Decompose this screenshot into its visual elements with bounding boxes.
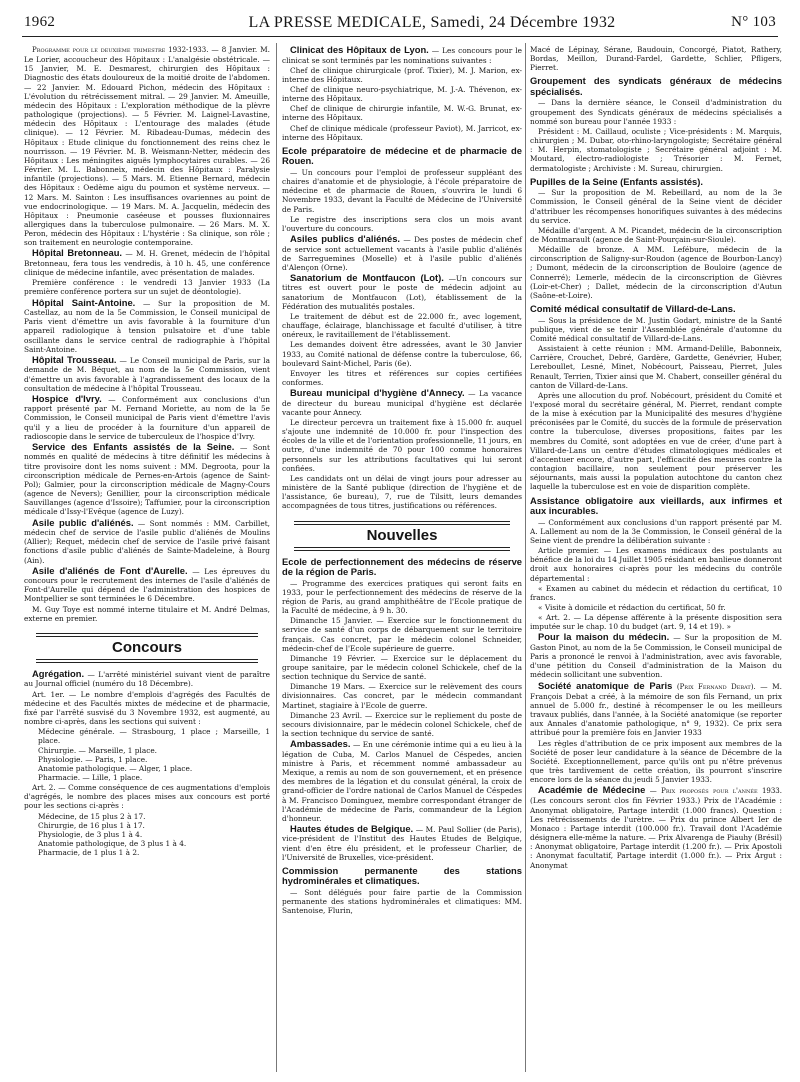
list-item: Chef de clinique médicale (professeur Paviot), M. Jarricot, ex-interne des Hôpitaux.	[282, 123, 522, 142]
article-text: — M. H. Grenet, médecin de l'hôpital Bretonneau, fera tous les vendredis, à 10 h. 45, une conférence clinique de médecine infantile, avec présentation de malades.	[24, 249, 270, 278]
article-title: Comité médical consultatif de Villard-de-Lans.	[530, 303, 736, 315]
article	[24, 669, 270, 689]
article-text: — Sont délégués pour faire partie de la Commission permanente des stations hydrominérales et climatiques: MM. Santenoise, Flurin,	[282, 887, 522, 916]
article-text: Les demandes doivent être adressées, avant le 30 Janvier 1933, au Comité national de défense contre la tuberculose, 66, boulevard Saint-Michel, Paris (6e).	[282, 340, 522, 368]
article	[282, 739, 522, 823]
article-title: Hôpital Bretonneau.	[32, 247, 123, 259]
issue-number: N° 103	[731, 14, 776, 30]
nouvelles-section-heading	[282, 521, 522, 551]
article-title: Sanatorium de Montfaucon (Lot).	[290, 271, 444, 283]
article-text: — Sous la présidence de M. Justin Godart, ministre de la Santé publique, vient de se tenir l'Assemblée générale d'automne du Comité médical consultatif de Villard-de-Lans.	[530, 315, 782, 343]
article-title: Asiles publics d'aliénés.	[290, 233, 401, 244]
article-title: Académie de Médecine	[538, 784, 646, 796]
article-text: Dimanche 19 Février. — Exercice sur le déplacement du groupe sanitaire, par le médecin colonel Schickele, chef de la section technique du Service de santé.	[282, 653, 522, 682]
list-item: Médecine, de 15 plus 2 à 17.	[38, 811, 146, 821]
program-title: Programme pour le deuxième trimestre 1932-1933.	[32, 46, 209, 54]
places-list	[38, 812, 270, 858]
article-text: — La vacance de directeur du bureau municipal d'hygiène est déclarée vacante pour Annecy.	[282, 389, 522, 417]
article-text: Le directeur percevra un traitement fixe à 15.000 fr. auquel s'ajoute une indemnité de 10.000 fr. pour l'inspection des écoles de la ville et de l'orientation professionnelle, 11 jours, en outre, d'une indemnité de 70 pour 100 comme honoraires personnels sur les attributions facultatives qui lui seront confiées.	[282, 418, 522, 473]
article-text: — Sur la proposition de M. Gaston Pinot, au nom de la 5e Commission, le Conseil municipal de Paris a prononcé le renvoi à l'administration, avec avis favorable, d'une pétition du Conseil d'administration de la Maison du médecin sollicitant une subvention.	[530, 633, 782, 680]
article-text: Après une allocution du prof. Nobécourt, président du Comité et l'exposé moral du secrétaire général, M. Pierret, rendant compte de la mise à exécution par la Municipalité des mesures d'hygiène préconisées par le Comité, du succès de la formule de préservation contre la tuberculose, diverses propositions, faites par les membres du Comité, sont adoptées en vue de créer, d'une part à Villard-de-Lans un centre d'études climatologiques médicales et d'accentuer encore, d'autre part, l'efficacité des mesures contre la contagion bacillaire, non seulement pour préserver les séjournants, mais aussi la population autochtone du canton chez laquelle la tuberculose est en voie de disparition complète.	[530, 390, 782, 492]
article-text: Première conférence : le vendredi 13 Janvier 1933 (La première conférence portera sur un sujet de déontologie).	[24, 278, 270, 297]
article-text: Dimanche 23 Avril. — Exercice sur le repliement du poste de secours divisionnaire, par le médecin colonel Schickele, chef de la section technique du service de santé.	[282, 710, 522, 739]
list-item: Anatomie pathologique. — Alger, 1 place.	[38, 763, 193, 773]
article-text: — Les épreuves du concours pour le recrutement des internes de l'asile d'aliénés de Font-d'Aurelle qui dépend de l'administration des hospices de Montpellier se sont terminées le 6 Décembre.	[24, 566, 270, 604]
column-rule	[276, 43, 277, 1072]
concours-section-heading	[24, 633, 270, 663]
list-item: Pharmacie. — Lille, 1 place.	[38, 773, 143, 782]
article-text: — Sur la proposition de M. Castellaz, au nom de la 5e Commission, le Conseil municipal de Paris vient d'émettre un avis favorable à la fourniture d'un appareil radiologique à tension pulsatoire et d'une table oscillante dans le service central de radiographie à l'hôpital Saint-Antoine.	[24, 298, 270, 354]
list-item: Chef de clinique de chirurgie infantile, M. W.-G. Brunat, ex-interne des Hôpitaux.	[282, 104, 522, 123]
article-title: Hôpital Trousseau.	[32, 353, 117, 365]
article-title: Asile d'aliénés de Font d'Aurelle.	[32, 564, 188, 576]
article-text: Médaille de bronze. A MM. Lefébure, médecin de la circonscription de Saligny-sur-Roudon (agence de Bourbon-Lancy) ; Dumont, médecin de la circonscription de Bouloire (agence de Connerré); Lemerle, médecin de la circonscription de Gièvres (Loir-et-Cher) ; Dallet, médecin de la circonscription d'Autun (Saône-et-Loire).	[530, 245, 782, 300]
article-text: — L'arrêté ministériel suivant vient de paraître au Journal officiel (numéro du 18 Décembre).	[24, 669, 270, 689]
article-text: Le registre des inscriptions sera clos un mois avant l'ouverture du concours.	[282, 214, 522, 233]
article-text: Envoyer les titres et références sur copies certifiées conformes.	[282, 368, 522, 388]
article-title: Pour la maison du médecin.	[538, 631, 670, 643]
article-text: Les candidats ont un délai de vingt jours pour adresser au ministère de la Santé publique (direction de l'hygiène et de l'assistance, 6e bureau), 7, rue de Tilsitt, leurs demandes accompagnées de tous titres, justifications ou références.	[282, 473, 522, 511]
article-text: Le traitement de début est de 22.000 fr., avec logement, chauffage, éclairage, blanchissage et faculté d'utiliser, à titre onéreux, le ravitaillement de l'établissement.	[282, 311, 522, 340]
article-title: Service des Enfants assistés de la Seine.	[32, 440, 235, 452]
article	[24, 298, 270, 354]
article-title: Hautes études de Belgique.	[290, 822, 414, 834]
article-title: Ambassades.	[290, 738, 351, 750]
article-text: Président : M. Caillaud, oculiste ; Vice-présidents : M. Marquis, chirurgien ; M. Dubar, oto-rhino-laryngologiste; Secrétaire général : M. Herpin, stomatologiste ; Secrétaire général adjoint : M. Moutard, électro-radiologiste ; Trésorier : M. Fernet, dermatologiste ; Archiviste : M. Sureau, chirurgien.	[530, 126, 782, 173]
section-title: Nouvelles	[366, 526, 438, 544]
heading-rule	[36, 659, 257, 663]
article-text: M. Guy Toye est nommé interne titulaire et M. André Delmas, externe en premier.	[24, 604, 270, 623]
article	[282, 824, 522, 862]
list-item: Chirurgie. — Marseille, 1 place.	[38, 745, 158, 755]
places-list	[38, 727, 270, 782]
prize-name: — Prix proposés pour l'année 1933.	[649, 787, 782, 796]
article	[24, 566, 270, 604]
article-title: Société anatomique de Paris	[538, 679, 673, 691]
list-item: Chef de clinique neuro-psychiatrique, M. J.-A. Thévenon, ex-interne des Hôpitaux.	[282, 84, 522, 104]
article	[282, 388, 522, 417]
article-text: Dimanche 15 Janvier. — Exercice sur le fonctionnement du service de santé d'un corps de débarquement sur le territoire français. Cas concret, par le médecin colonel Schneider, médecin-chef de l'Ecole supérieure de guerre.	[282, 616, 522, 653]
article-text: (Les concours seront clos fin Février 1933.) Prix de l'Académie : Anonymat obligatoire, Partage interdit (1.000 francs). Question : Les rétrécissements de l'urètre. — Prix du prince Albert Ier de Monaco : Partage interdit (100.000 fr.). Travail dont l'Académie désignera elle-même la nature. — Prix Alvarenga de Piauhy (Brésil) : Anonymat obligatoire, Partage interdit (1.200 fr.). — Prix Apostoli : Anonymat facultatif, Partage interdit (1.000 fr.). — Prix Argut : Anonymat	[530, 796, 782, 870]
article-title: Ecole préparatoire de médecine et de pharmacie de Rouen.	[282, 144, 522, 167]
article-text: — M. Paul Sollier (de Paris), vice-président de l'Institut des Hautes Etudes de Belgique, vient d'en être élu président, et le professeur Charlier, de l'Université de Bruxelles, vice-président.	[282, 824, 522, 862]
article-text: — Des postes de médecin chef de service sont actuellement vacants à l'asile public d'aliénés de Sarreguemines (Moselle) et à l'asile public d'aliénés d'Alençon (Orne).	[282, 235, 522, 272]
article	[282, 273, 522, 311]
article-text: Article premier. — Les examens médicaux des postulants au bénéfice de la loi du 14 Juillet 1905 résidant en banlieue donneront droit aux honoraires ci-après pour les médecins du contrôle départemental :	[530, 546, 782, 583]
article-text: — Les concours pour le clinicat se sont terminés par les nominations suivantes :	[282, 46, 522, 65]
article	[530, 681, 782, 738]
prize-name: (Prix Fernand Debat).	[676, 682, 756, 691]
article-text: — En une cérémonie intime qui a eu lieu à la légation de Cuba, M. Carlos Manuel de Céspedes, ancien ministre à Paris, et récemment nommé ambassadeur au Mexique, a remis au nom de son gouvernement, et en présence des membres de la légation et du consulat général, la croix de grand-officier de l'ordre national de Carlos Manuel de Céspedes à M. Francisco Dominguez, membre correspondant étranger de l'Académie de médecine de Paris, commandeur de la Légion d'honneur.	[282, 740, 522, 823]
column-2	[282, 45, 522, 916]
article-title: Clinicat des Hôpitaux de Lyon.	[290, 44, 429, 55]
article-text: —Un concours sur titres est ouvert pour le poste de médecin adjoint au sanatorium de Montfaucon (Lot), établissement de la Fédération des mutualités postales.	[282, 273, 523, 311]
column-3	[530, 45, 782, 871]
article-text: Art. 1er. — Le nombre d'emplois d'agrégés des Facultés de médecine et des Facultés mixtes de médecine et de pharmacie, fixé par l'arrêté susvisé du 3 Novembre 1932, est augmenté, au nombre ci-après, dans les sections qui suivent :	[24, 689, 270, 727]
article-text: « Examen au cabinet du médecin et rédaction du certificat, 10 francs.	[530, 583, 782, 602]
article-title: Hospice d'Ivry.	[32, 392, 102, 404]
article-title: Commission permanente des stations hydrominérales et climatiques.	[282, 864, 522, 887]
article	[24, 394, 270, 441]
article-text: — Sur la proposition de M. Rebeillard, au nom de la 3e Commission, le Conseil général de la Seine vient de décider d'attribuer les récompenses honorifiques suivantes à des médecins du service.	[530, 188, 782, 225]
article-title: Assistance obligatoire aux vieillards, aux infirmes et aux incurables.	[530, 494, 782, 517]
column-1	[24, 45, 270, 858]
article-text: — Programme des exercices pratiques qui seront faits en 1933, pour le perfectionnement des médecins de réserve de la région de Paris, au grand amphithéâtre de l'Ecole pratique de la Faculté de médecine, à 9 h. 30.	[282, 578, 522, 616]
article	[282, 45, 522, 65]
article	[24, 248, 270, 277]
article-text: « Art. 2. — La dépense afférente à la présente disposition sera imputée sur le chap. 10 du budget (art. 9, 14 et 19). »	[530, 613, 782, 632]
article-text: « Visite à domicile et rédaction du certificat, 50 fr.	[538, 602, 726, 612]
article-text: — M. François Debat a créé, à la mémoire de son fils Fernand, un prix annuel de 5.000 fr., destiné à récompenser le ou les meilleurs travaux publiés, dans l'année, à la Société anatomique (se reporter aux Annales d'anatomie pathologique, n° 9, 1932). Ce prix sera attribué pour la première fois en Janvier 1933	[530, 681, 782, 738]
section-title: Concours	[111, 638, 182, 656]
article-text: Médaille d'argent. A M. Picandet, médecin de la circonscription de Montmarault (agence de Saint-Pourçain-sur-Sioule).	[530, 225, 782, 244]
article	[530, 632, 782, 679]
page-year: 1962	[24, 14, 56, 30]
article-text: Assistaient à cette réunion : MM. Armand-Delille, Babonneix, Carrière, Crouchet, Debré, Gardère, Gardette, Genévrier, Huber, Lereboullet, Lesné, Minet, Nobécourt, Paisseau, Pierret, Jules Renault, Terrien, Tixier ainsi que M. Chabert, conseiller général du canton de Villard-de-Lans.	[530, 344, 782, 390]
article-text: Art. 2. — Comme conséquence de ces augmentations d'emplois d'agrégés, le nombre des places mises aux concours est porté pour les sections ci-après :	[24, 783, 270, 811]
article-text: — Conformément aux conclusions d'un rapport présenté par M. A. Lallement au nom de la 3e Commission, le Conseil général de la Seine vient de prendre la délibération suivante :	[530, 517, 782, 545]
column-rule	[525, 43, 526, 1072]
article-text: — Conformément aux conclusions d'un rapport présenté par M. Fernand Moriette, au nom de la 5e Commission, le Conseil municipal de Paris vient d'émettre l'avis qu'il y a lieu de procéder à la fourniture d'un appareil de radioscopie dans le service de tuberculeux de l'hospice d'Ivry.	[24, 394, 270, 441]
page-header	[22, 12, 778, 37]
article-text: — Sont nommés en qualité de médecins à titre définitif les médecins à titre provisoire dont les noms suivent : MM. Degroota, pour la circonscription médicale de Pernes-en-Artois (agence de Saint-Pol); Galmier, pour la circonscription médicale de Magny-Cours (agence de Nevers); Genillier, pour la circonscription médicale Sauvillanges (agence d'Issoire); Taffumier, pour la circonscription médicale d'Issy-l'Evêque (agence de Luzy).	[24, 442, 270, 517]
article-title: Pupilles de la Seine (Enfants assistés).	[530, 175, 703, 187]
article-title: Agrégation.	[32, 667, 85, 679]
article-text: — Le Conseil municipal de Paris, sur la demande de M. Béquet, au nom de la 5e Commission, vient d'émettre un avis favorable à l'agrandissement des locaux de la consultation de médecine à l'hôpital Trousseau.	[24, 355, 270, 393]
article	[24, 442, 270, 517]
article-text: Dimanche 19 Mars. — Exercice sur le relèvement des cours divisionnaires. Cas concret, par le médecin commandant Martinet, stagiaire à l'Ecole de guerre.	[282, 682, 522, 710]
list-item: Physiologie, de 3 plus 1 à 4.	[38, 829, 143, 839]
article-text: — Un concours pour l'emploi de professeur suppléant des chaires d'anatomie et de physiologie, à l'école préparatoire de médecine et de pharmacie de Rouen, s'ouvrira le lundi 6 Novembre 1933, devant la Faculté de Médecine de l'Université de Paris.	[282, 167, 522, 214]
article	[530, 785, 782, 869]
article	[24, 355, 270, 393]
article-text: Macé de Lépinay, Sérane, Baudouin, Concorgé, Piatot, Rathery, Bordas, Meillon, Durand-Fardel, Gardette, Schlier, Pfligers, Pierret.	[530, 45, 782, 73]
article-title: Ecole de perfectionnement des médecins de réserve de la région de Paris.	[282, 555, 522, 578]
list-item: Chirurgie, de 16 plus 1 à 17.	[38, 820, 145, 830]
article	[24, 518, 270, 565]
list-item: Chef de clinique chirurgicale (prof. Tixier), M. J. Marion, ex-interne des Hôpitaux.	[282, 65, 522, 84]
program-paragraph	[24, 45, 270, 247]
journal-title: LA PRESSE MEDICALE, Samedi, 24 Décembre 1932	[248, 14, 616, 31]
program-text: — 8 Janvier. M. Le Lorier, accoucheur des Hôpitaux : L'analgésie obstétricale. — 15 Janvier, M. E. Desmarest, chirurgien des Hôpitaux : Diagnostic des états douloureux de la moitié droite de l'abdomen. — 22 Janvier. M. Edouard Pichon, médecin des Hôpitaux : L'évolution du rétrécissement mitral. — 29 Janvier. M. Ameuille, médecin des Hôpitaux : L'exploration méthodique de la plèvre pathologique (projections). — 5 Février. M. Laignel-Lavastine, médecin des Hôpitaux : L'entourage des malades (étude clinique). — 12 Février. M. Ribadeau-Dumas, médecin des Hôpitaux : Etude clinique du fonctionnement des reins chez le nourrisson. — 19 Février. M. B. Weismann-Netter, médecin des Hôpitaux : Les méningites aiguës lymphocytaires curables. — 26 Février. M. L. Babonneix, médecin des Hôpitaux : Paralysie infantile (projections). — 5 Mars. M. Etienne Bernard, médecin des Hôpitaux : Oedème aigu du poumon et système nerveux. — 12 Mars. M. Sainton : Les insuffisances ovariennes au point de vue endocrinologique. — 19 Mars. M. A. Jacquelin, médecin des Hôpitaux : Pneumonie caséeuse et pousses fluxionnaires allergiques dans la tuberculose pulmonaire. — 26 Mars. M. X. Peron, médecin des Hôpitaux : L'hystérie : Sa clinique, son rôle ; son traitement en neurologie contemporaine.	[24, 45, 270, 248]
article-text: — Sont nommés : MM. Carbillet, médecin chef de service de l'asile public d'aliénés de Moulins (Allier); Requet, médecin chef de service de l'asile privé faisant fonctions d'asile public d'aliénés de Sainte-Madeleine, à Bourg (Ain).	[24, 518, 270, 565]
article-title: Asile public d'aliénés.	[32, 516, 134, 528]
article-title: Groupement des syndicats généraux de médecins spécialisés.	[530, 75, 782, 97]
article-text: Les règles d'attribution de ce prix imposent aux membres de la Société de poser leur candidature à la séance de Décembre de la Société. Exceptionnellement, parce qu'ils ont pu n'être prévenus que très tardivement de cette création, ils pourront s'inscrire encore lors de la séance du jeudi 5 Janvier 1933.	[530, 738, 782, 785]
list-item: Anatomie pathologique, de 3 plus 1 à 4.	[38, 839, 187, 849]
article-text: — Dans la dernière séance, le Conseil d'administration du groupement des Syndicats généraux de médecins spécialisés a nommé son bureau pour l'année 1933 :	[530, 98, 782, 126]
list-item: Pharmacie, de 1 plus 1 à 2.	[38, 848, 140, 858]
list-item: Médecine générale. — Strasbourg, 1 place ; Marseille, 1 place.	[38, 727, 270, 746]
heading-rule	[294, 547, 510, 551]
article-title: Bureau municipal d'hygiène d'Annecy.	[290, 387, 465, 399]
article-title: Hôpital Saint-Antoine.	[32, 296, 136, 308]
list-item: Physiologie. — Paris, 1 place.	[38, 754, 148, 764]
article	[282, 234, 522, 272]
